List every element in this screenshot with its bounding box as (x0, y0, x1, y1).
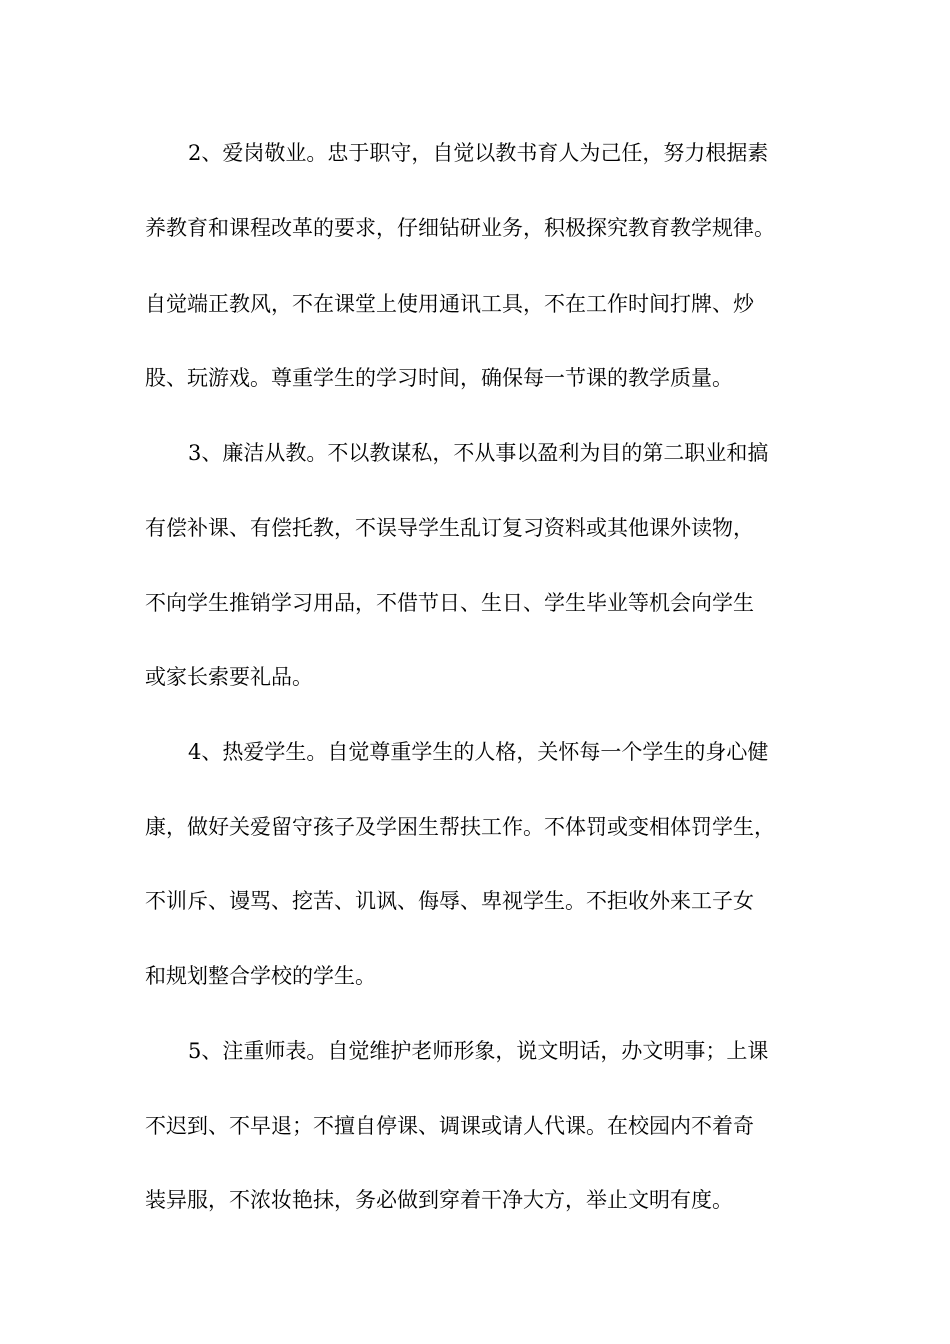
paragraph-line: 自觉端正教风，不在课堂上使用通讯工具，不在工作时间打牌、炒 (145, 292, 754, 316)
paragraph-line: 2、爱岗敬业。忠于职守，自觉以教书育人为己任，努力根据素 (188, 141, 769, 165)
paragraph-line: 康，做好关爱留守孩子及学困生帮扶工作。不体罚或变相体罚学生， (145, 815, 775, 839)
paragraph-line: 或家长索要礼品。 (145, 665, 313, 689)
paragraph-line: 股、玩游戏。尊重学生的学习时间，确保每一节课的教学质量。 (145, 366, 733, 390)
paragraph-line: 有偿补课、有偿托教，不误导学生乱订复习资料或其他课外读物， (145, 516, 754, 540)
paragraph-line: 不训斥、谩骂、挖苦、讥讽、侮辱、卑视学生。不拒收外来工子女 (145, 889, 754, 913)
paragraph-line: 装异服，不浓妆艳抹，务必做到穿着干净大方，举止文明有度。 (145, 1188, 733, 1212)
paragraph-line: 5、注重师表。自觉维护老师形象，说文明话，办文明事；上课 (188, 1039, 769, 1063)
paragraph-line: 养教育和课程改革的要求，仔细钻研业务，积极探究教育教学规律。 (145, 216, 775, 240)
paragraph-line: 4、热爱学生。自觉尊重学生的人格，关怀每一个学生的身心健 (188, 740, 769, 764)
paragraph-line: 3、廉洁从教。不以教谋私，不从事以盈利为目的第二职业和搞 (188, 441, 769, 465)
paragraph-line: 和规划整合学校的学生。 (145, 964, 376, 988)
paragraph-line: 不向学生推销学习用品，不借节日、生日、学生毕业等机会向学生 (145, 591, 754, 615)
paragraph-line: 不迟到、不早退；不擅自停课、调课或请人代课。在校园内不着奇 (145, 1114, 754, 1138)
